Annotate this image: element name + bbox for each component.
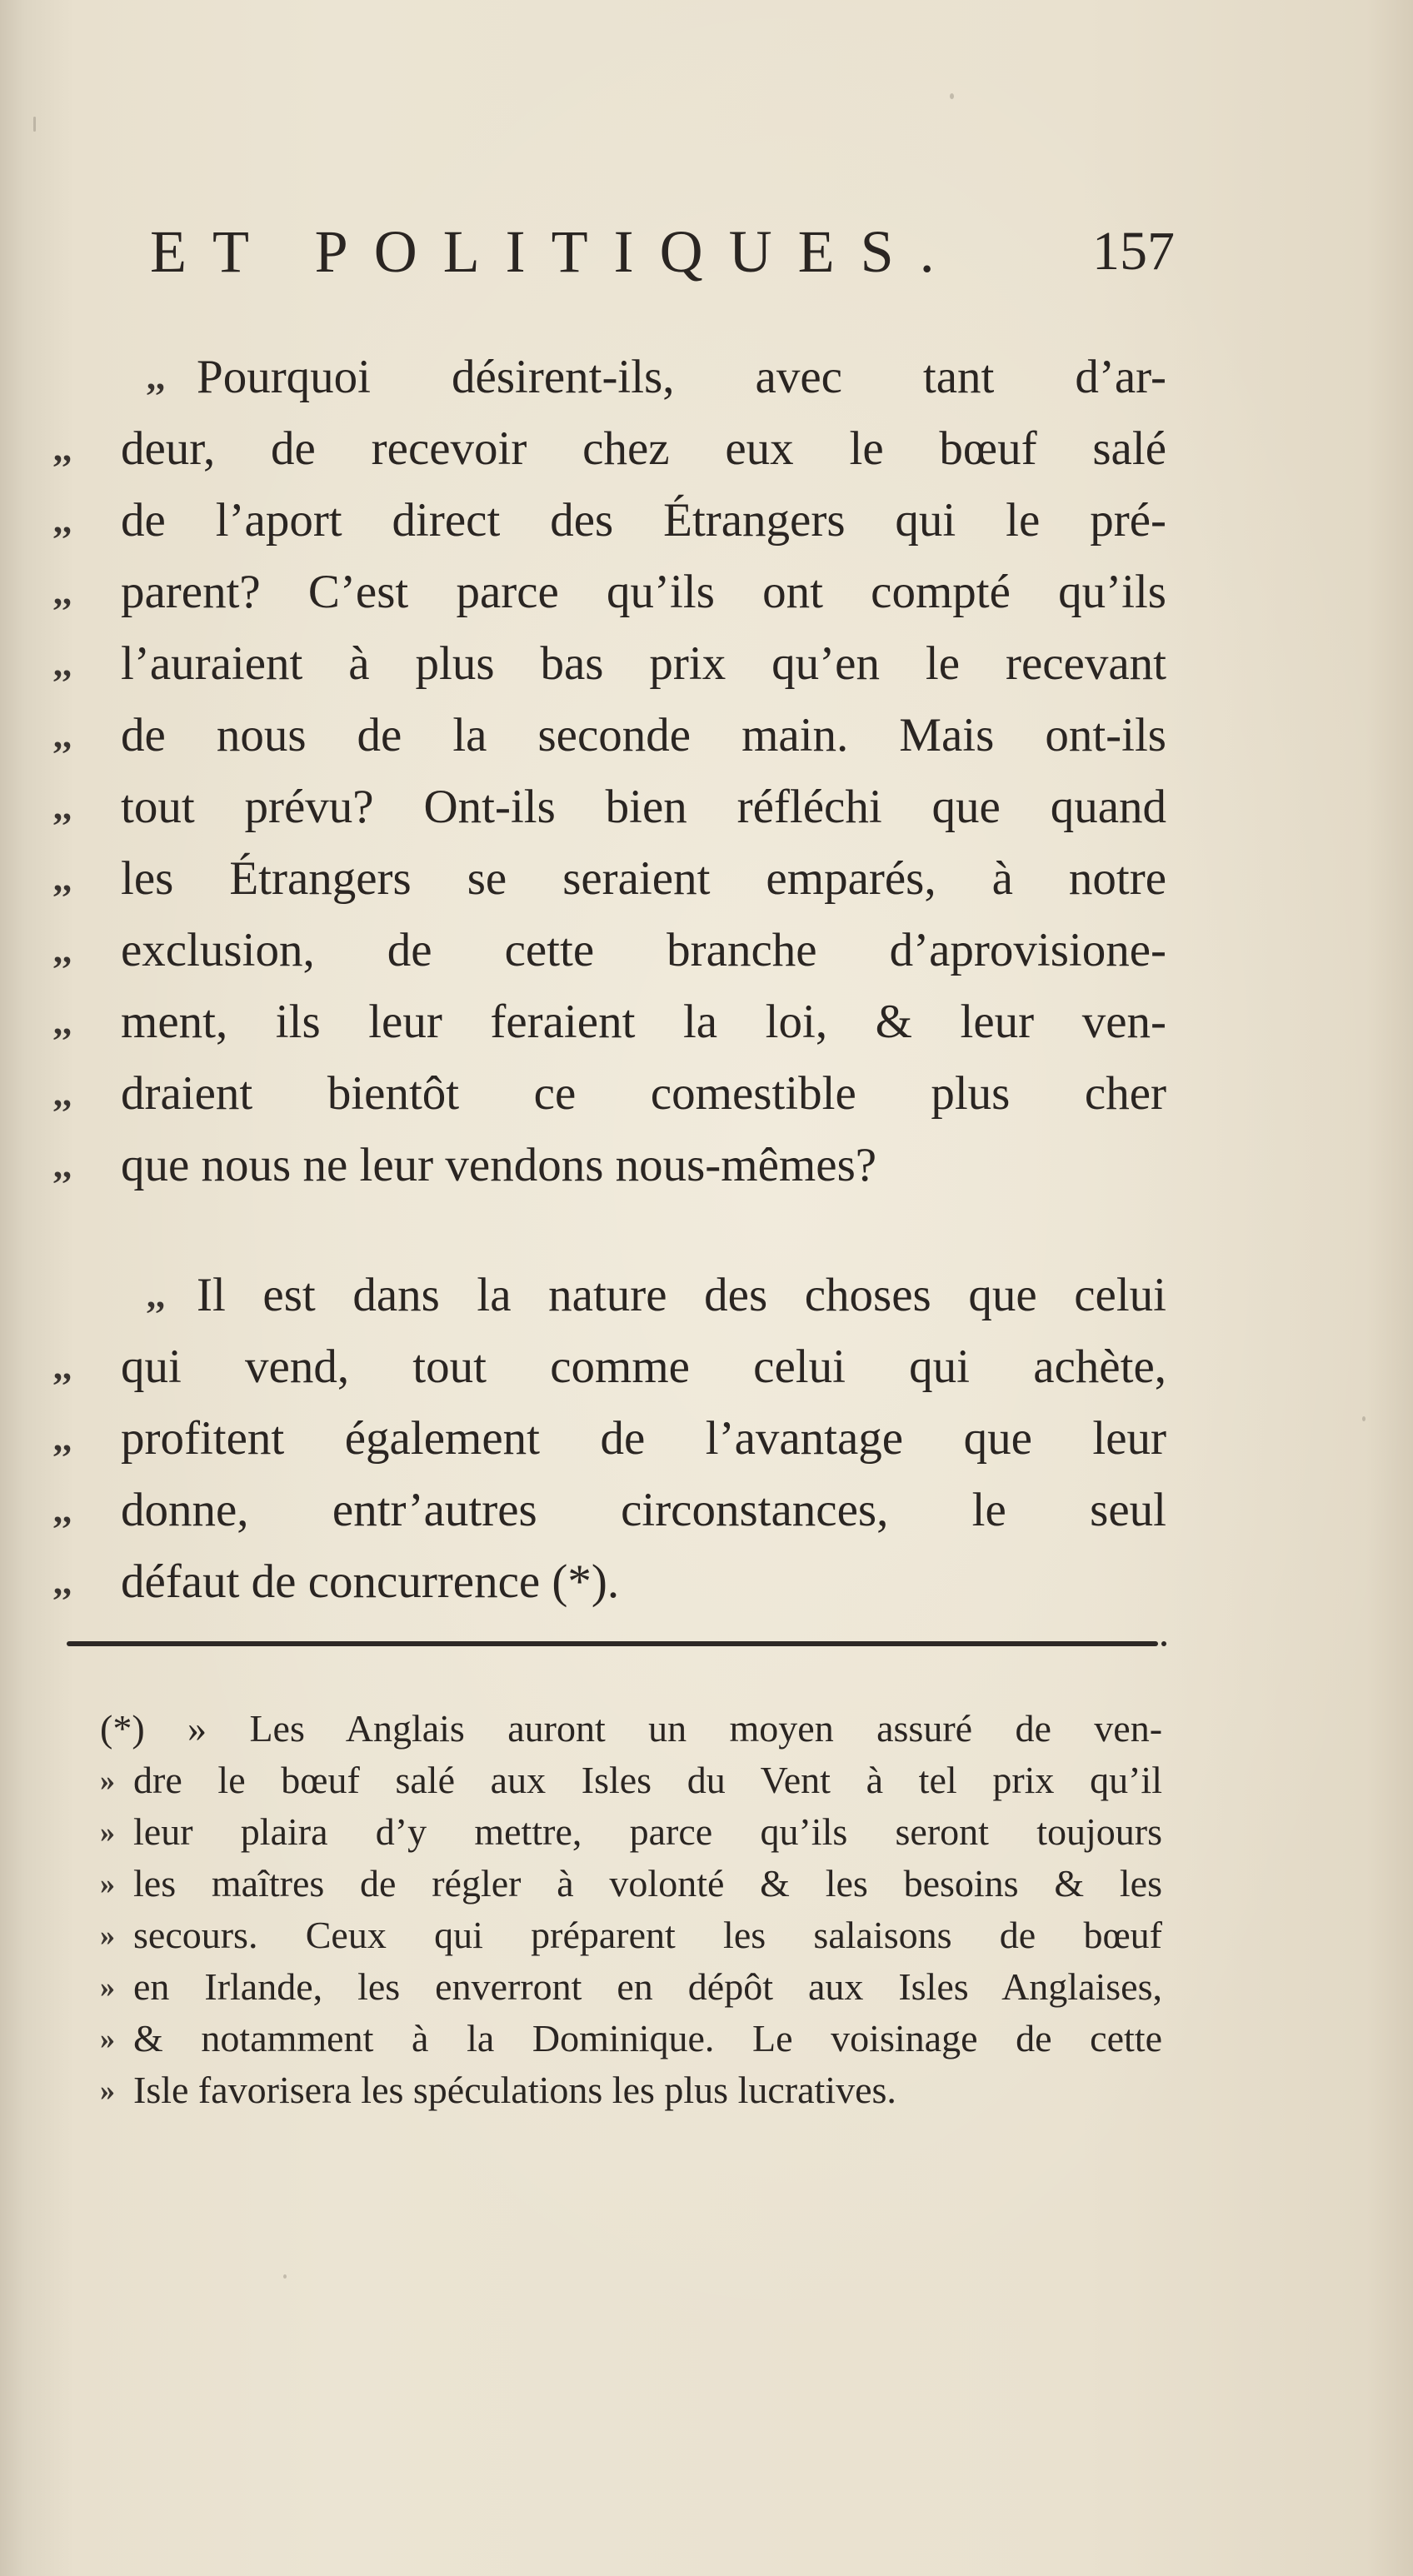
footnote-line xyxy=(100,1858,1162,1910)
paper-speck xyxy=(950,93,954,99)
footnote-rule xyxy=(67,1641,1158,1646)
paper-speck xyxy=(33,117,36,132)
text-line xyxy=(53,1546,1166,1618)
line-text: défaut de concurrence (*). xyxy=(121,1555,620,1608)
paper-speck xyxy=(1362,1416,1366,1421)
footnote-marker: (*) xyxy=(100,1707,145,1750)
running-head xyxy=(150,218,1175,285)
line-text: Pourquoi désirent-ils, avec tant d’ar- xyxy=(197,351,1166,403)
quote-mark: ,, xyxy=(53,786,72,827)
footnote-line xyxy=(100,1806,1162,1858)
text-line xyxy=(53,986,1166,1058)
quote-mark: ,, xyxy=(53,1418,72,1459)
quote-mark: » xyxy=(100,1815,115,1849)
text-line xyxy=(53,700,1166,771)
quote-mark: ,, xyxy=(147,357,165,397)
quote-mark: ,, xyxy=(147,1275,165,1315)
footnote-line xyxy=(100,1703,1162,1755)
line-text: Il est dans la nature des choses que celui xyxy=(197,1269,1166,1321)
text-line xyxy=(53,1403,1166,1475)
text-line xyxy=(53,1130,1166,1201)
line-text: que nous ne leur vendons nous-mêmes? xyxy=(121,1139,877,1191)
text-line xyxy=(53,1331,1166,1403)
quote-mark: ,, xyxy=(53,500,72,541)
quote-mark: ,, xyxy=(53,643,72,684)
text-line xyxy=(53,557,1166,628)
quote-mark: » xyxy=(100,1919,115,1952)
text-line xyxy=(53,485,1166,557)
quote-mark: ,, xyxy=(53,572,72,612)
text-line xyxy=(117,342,1166,413)
line-text: ment, ils leur feraient la loi, & leur ven- xyxy=(121,996,1166,1048)
line-text: Isle favorisera les spéculations les plus lucratives. xyxy=(133,2069,896,2111)
line-text: draient bientôt ce comestible plus cher xyxy=(121,1067,1166,1120)
quote-mark: ,, xyxy=(53,715,72,756)
line-text: en Irlande, les enverront en dépôt aux Isles Anglaises, xyxy=(133,1965,1162,2008)
quote-mark: ,, xyxy=(53,1346,72,1387)
text-line xyxy=(53,843,1166,915)
line-text: de l’aport direct des Étrangers qui le pré- xyxy=(121,494,1166,547)
line-text: leur plaira d’y mettre, parce qu’ils seront toujours xyxy=(133,1810,1162,1853)
text-line xyxy=(117,1260,1166,1331)
line-text: les maîtres de régler à volonté & les besoins & les xyxy=(133,1862,1162,1905)
quote-mark: » xyxy=(100,1867,115,1900)
quote-mark: ,, xyxy=(53,1561,72,1602)
line-text: secours. Ceux qui préparent les salaisons de bœuf xyxy=(133,1914,1162,1956)
quote-mark: ,, xyxy=(53,930,72,971)
quote-mark: » xyxy=(100,1764,115,1797)
text-line xyxy=(53,628,1166,700)
quote-mark: » xyxy=(100,2074,115,2107)
line-text: l’auraient à plus bas prix qu’en le recevant xyxy=(121,637,1166,690)
line-text: tout prévu? Ont-ils bien réfléchi que quand xyxy=(121,781,1166,833)
line-text: donne, entr’autres circonstances, le seul xyxy=(121,1484,1166,1536)
quote-mark: ,, xyxy=(53,1001,72,1042)
quote-mark: ,, xyxy=(53,1490,72,1530)
quote-mark: » xyxy=(100,2022,115,2055)
line-text: les Étrangers se seraient emparés, à notre xyxy=(121,852,1166,905)
footnote-line xyxy=(100,1961,1162,2013)
line-text: & notamment à la Dominique. Le voisinage de cette xyxy=(133,2017,1162,2059)
line-text: profitent également de l’avantage que leur xyxy=(121,1412,1166,1465)
footnote-line xyxy=(100,2013,1162,2064)
text-line xyxy=(53,1475,1166,1546)
quote-mark: ,, xyxy=(53,428,72,469)
line-text: dre le bœuf salé aux Isles du Vent à tel prix qu’il xyxy=(133,1759,1162,1801)
footnote-line xyxy=(100,1910,1162,1961)
line-text: parent? C’est parce qu’ils ont compté qu’ils xyxy=(121,566,1166,618)
line-text: Les Anglais auront un moyen assuré de ven- xyxy=(249,1707,1163,1750)
text-line xyxy=(53,1058,1166,1130)
paper-speck xyxy=(283,2274,287,2279)
line-text: deur, de recevoir chez eux le bœuf salé xyxy=(121,422,1166,475)
page-number: 157 xyxy=(1092,221,1175,282)
quote-mark: » xyxy=(100,1970,115,2004)
line-text: exclusion, de cette branche d’aprovisione- xyxy=(121,924,1166,976)
line-text: qui vend, tout comme celui qui achète, xyxy=(121,1340,1166,1393)
footnote-line xyxy=(100,1755,1162,1806)
quote-mark: ,, xyxy=(53,1073,72,1114)
text-line xyxy=(53,413,1166,485)
footnote-line xyxy=(100,2064,1162,2116)
quote-mark: » xyxy=(187,1707,207,1750)
quote-mark: ,, xyxy=(53,1145,72,1186)
running-head-title: ET POLITIQUES. xyxy=(150,218,961,285)
text-line xyxy=(53,915,1166,986)
line-text: de nous de la seconde main. Mais ont-ils xyxy=(121,709,1166,761)
quote-mark: ,, xyxy=(53,858,72,899)
text-line xyxy=(53,771,1166,843)
